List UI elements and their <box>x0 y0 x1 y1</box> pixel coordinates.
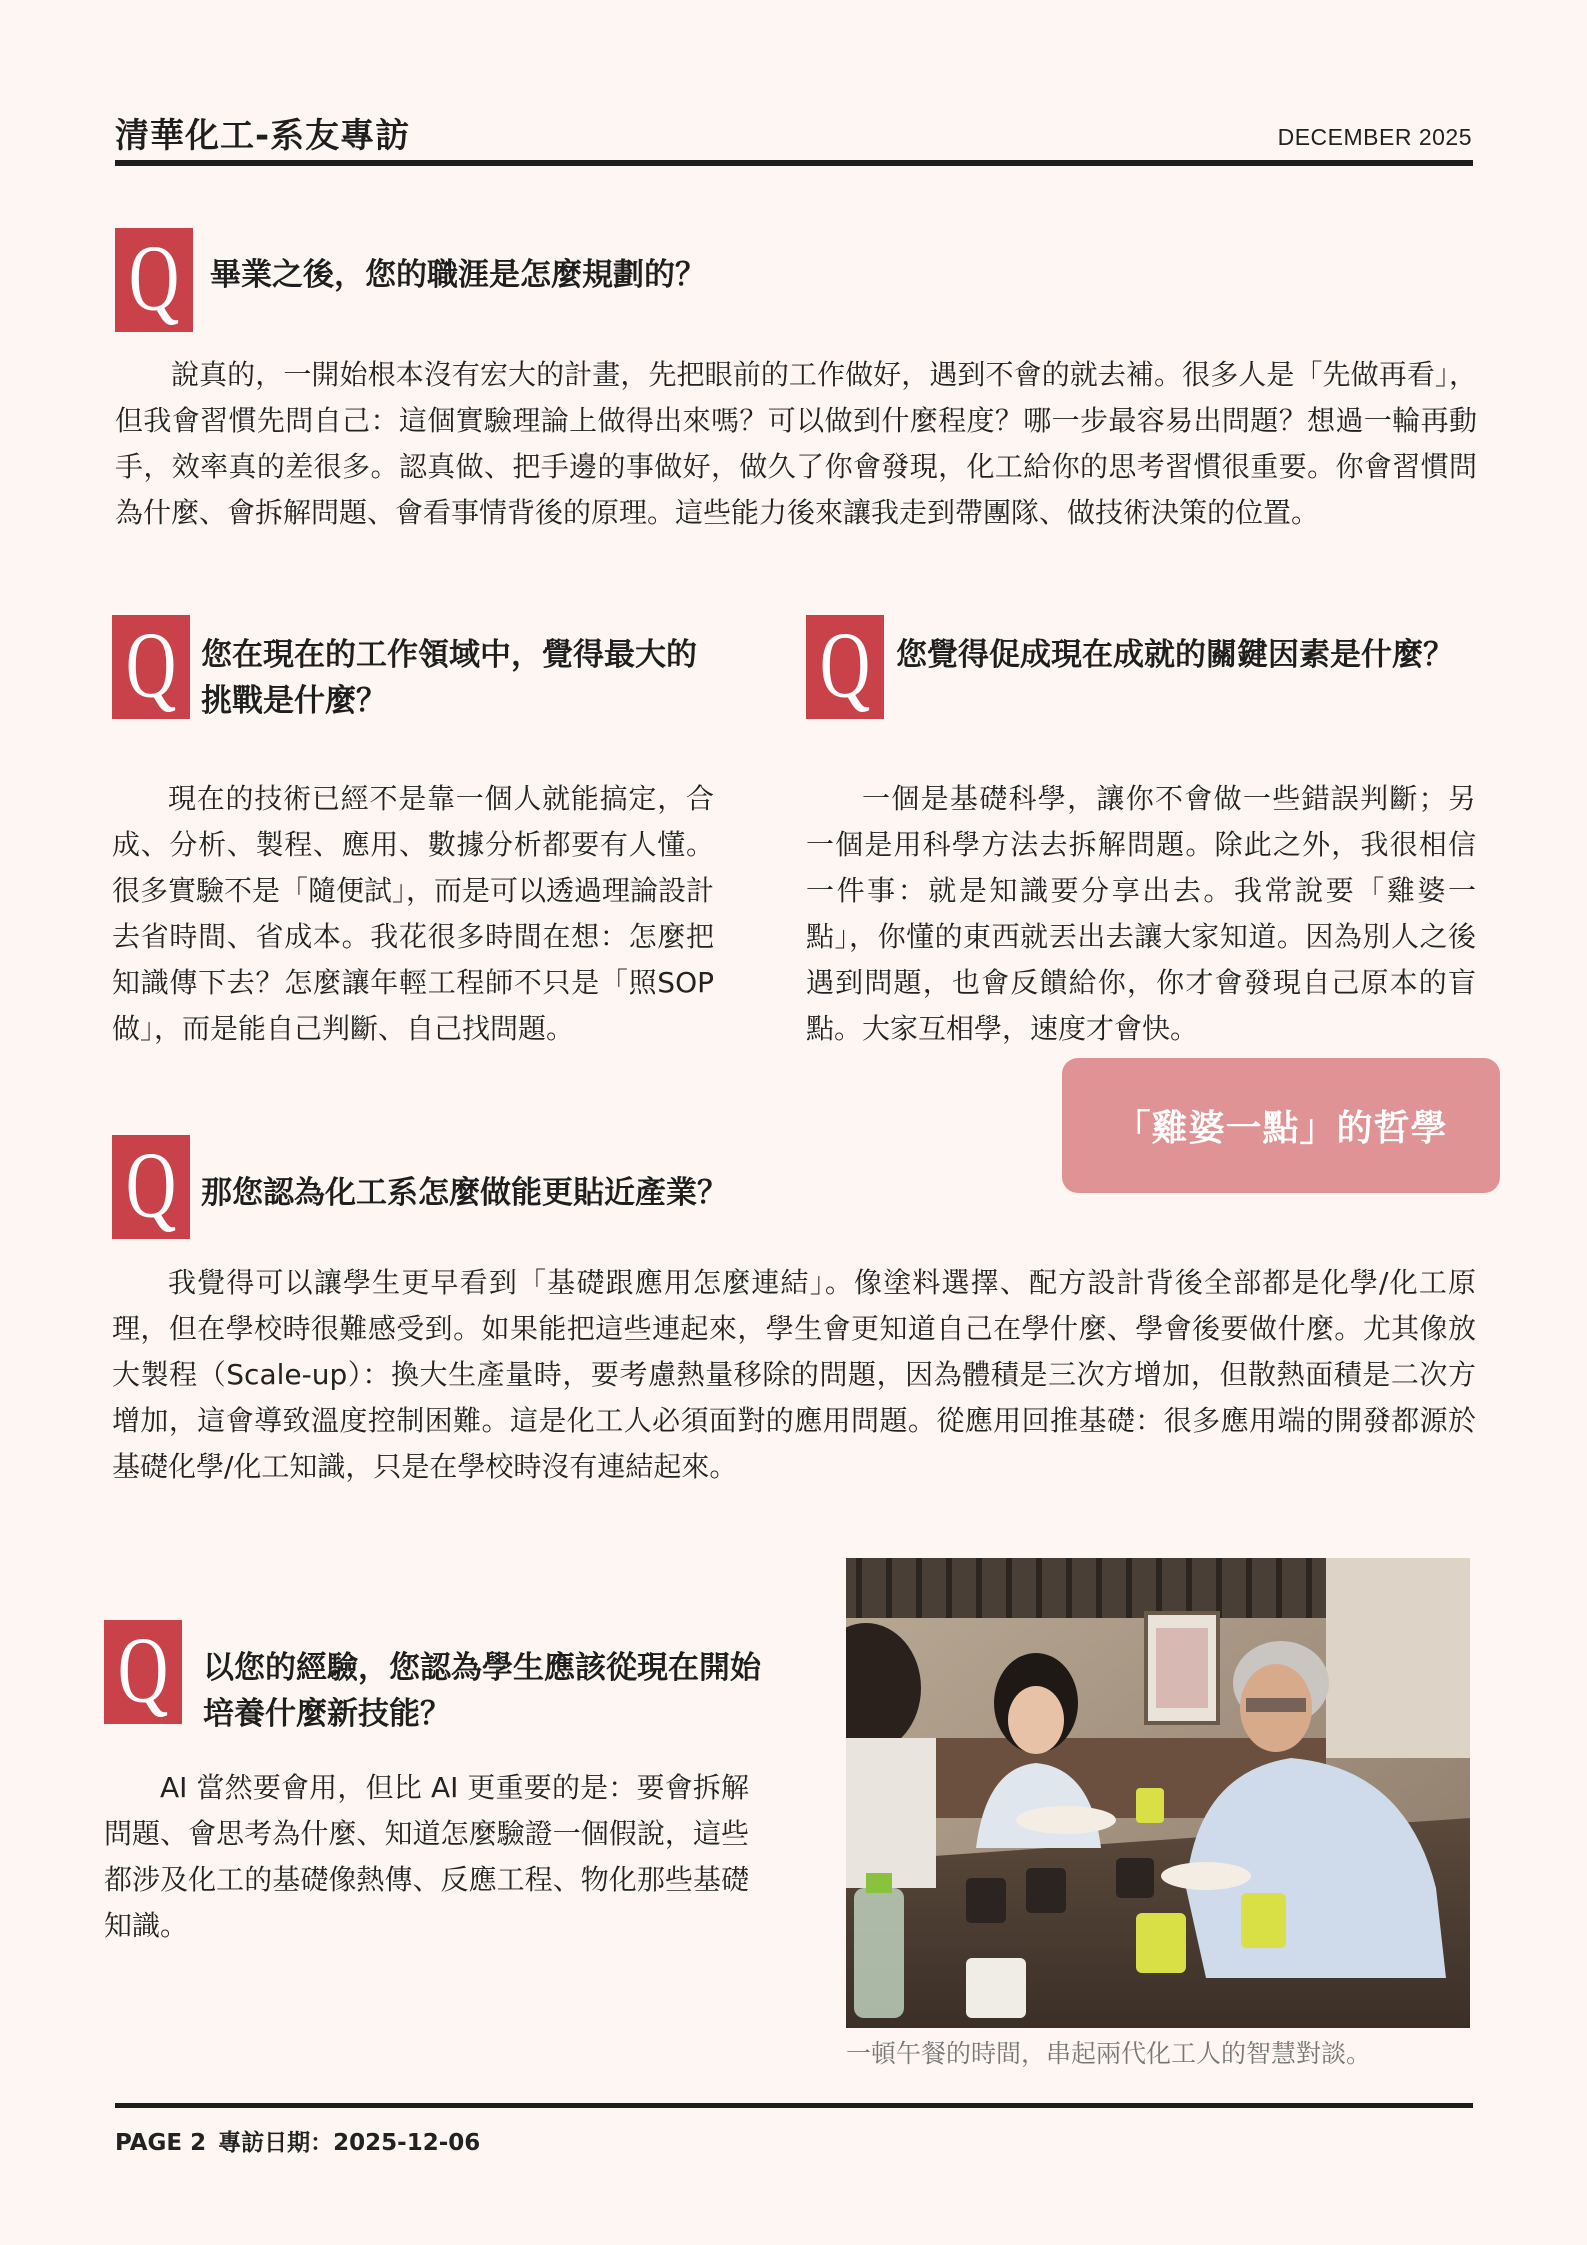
newsletter-title: 清華化工-系友專訪 <box>115 116 411 156</box>
q-icon: Q <box>115 228 193 332</box>
q-icon: Q <box>112 615 190 719</box>
question-line: 您在現在的工作領域中，覺得最大的 <box>201 637 697 673</box>
issue-date: DECEMBER 2025 <box>1277 124 1472 150</box>
pull-quote-callout: 「雞婆一點」的哲學 <box>1062 1058 1500 1193</box>
question-title: 您覺得促成現在成就的關鍵因素是什麼？ <box>896 637 1454 673</box>
answer-text: 說真的，一開始根本沒有宏大的計畫，先把眼前的工作做好，遇到不會的就去補。很多人是「先做再看」，但我會習慣先問自己：這個實驗理論上做得出來嗎？可以做到什麼程度？哪一步最容易出問題？想過一輪再動手，效率真的差很多。認真做、把手邊的事做好，做久了你會發現，化工給你的思考習慣很重要。你會習慣問為什麼、會拆解問題、會看事情背後的原理。這些能力後來讓我走到帶團隊、做技術決策的位置。 <box>115 358 1477 529</box>
question-line: 挑戰是什麼？ <box>201 683 387 719</box>
answer-text: 一個是基礎科學，讓你不會做一些錯誤判斷；另一個是用科學方法去拆解問題。除此之外，我很相信一件事：就是知識要分享出去。我常說要「雞婆一點」，你懂的東西就丟出去讓大家知道。因為別人之後遇到問題，也會反饋給你，你才會發現自己原本的盲點。大家互相學，速度才會快。 <box>806 782 1476 1045</box>
photo-caption: 一頓午餐的時間，串起兩代化工人的智慧對談。 <box>846 2039 1372 2068</box>
header-divider <box>115 160 1473 166</box>
q-icon: Q <box>104 1620 182 1724</box>
page-number: PAGE 2 <box>115 2130 207 2156</box>
question-line: 培養什麼新技能？ <box>203 1696 451 1732</box>
answer-text: 現在的技術已經不是靠一個人就能搞定，合成、分析、製程、應用、數據分析都要有人懂。很多實驗不是「隨便試」，而是可以透過理論設計去省時間、省成本。我花很多時間在想：怎麼把知識傳下去？怎麼讓年輕工程師不只是「照SOP做」，而是能自己判斷、自己找問題。 <box>112 782 715 1045</box>
q-icon: Q <box>806 615 884 719</box>
question-title <box>203 1645 823 1737</box>
question-title: 畢業之後，您的職涯是怎麼規劃的？ <box>210 257 706 293</box>
interview-date: 專訪日期：2025-12-06 <box>218 2130 481 2156</box>
question-line: 以您的經驗，您認為學生應該從現在開始 <box>203 1650 761 1686</box>
q-icon: Q <box>112 1135 190 1239</box>
footer <box>115 2124 492 2157</box>
footer-divider <box>115 2103 1473 2108</box>
lunch-photo <box>846 1558 1470 2028</box>
question-title: 那您認為化工系怎麼做能更貼近產業？ <box>201 1175 728 1211</box>
answer-text: 我覺得可以讓學生更早看到「基礎跟應用怎麼連結」。像塗料選擇、配方設計背後全部都是化學/化工原理，但在學校時很難感受到。如果能把這些連起來，學生會更知道自己在學什麼、學會後要做什麼。尤其像放大製程（Scale-up）：換大生產量時，要考慮熱量移除的問題，因為體積是三次方增加，但散熱面積是二次方增加，這會導致溫度控制困難。這是化工人必須面對的應用問題。從應用回推基礎：很多應用端的開發都源於基礎化學/化工知識，只是在學校時沒有連結起來。 <box>112 1266 1476 1483</box>
question-title <box>201 632 741 724</box>
answer-text: AI 當然要會用，但比 AI 更重要的是：要會拆解問題、會思考為什麼、知道怎麼驗證一個假說，這些都涉及化工的基礎像熱傳、反應工程、物化那些基礎知識。 <box>104 1771 749 1942</box>
